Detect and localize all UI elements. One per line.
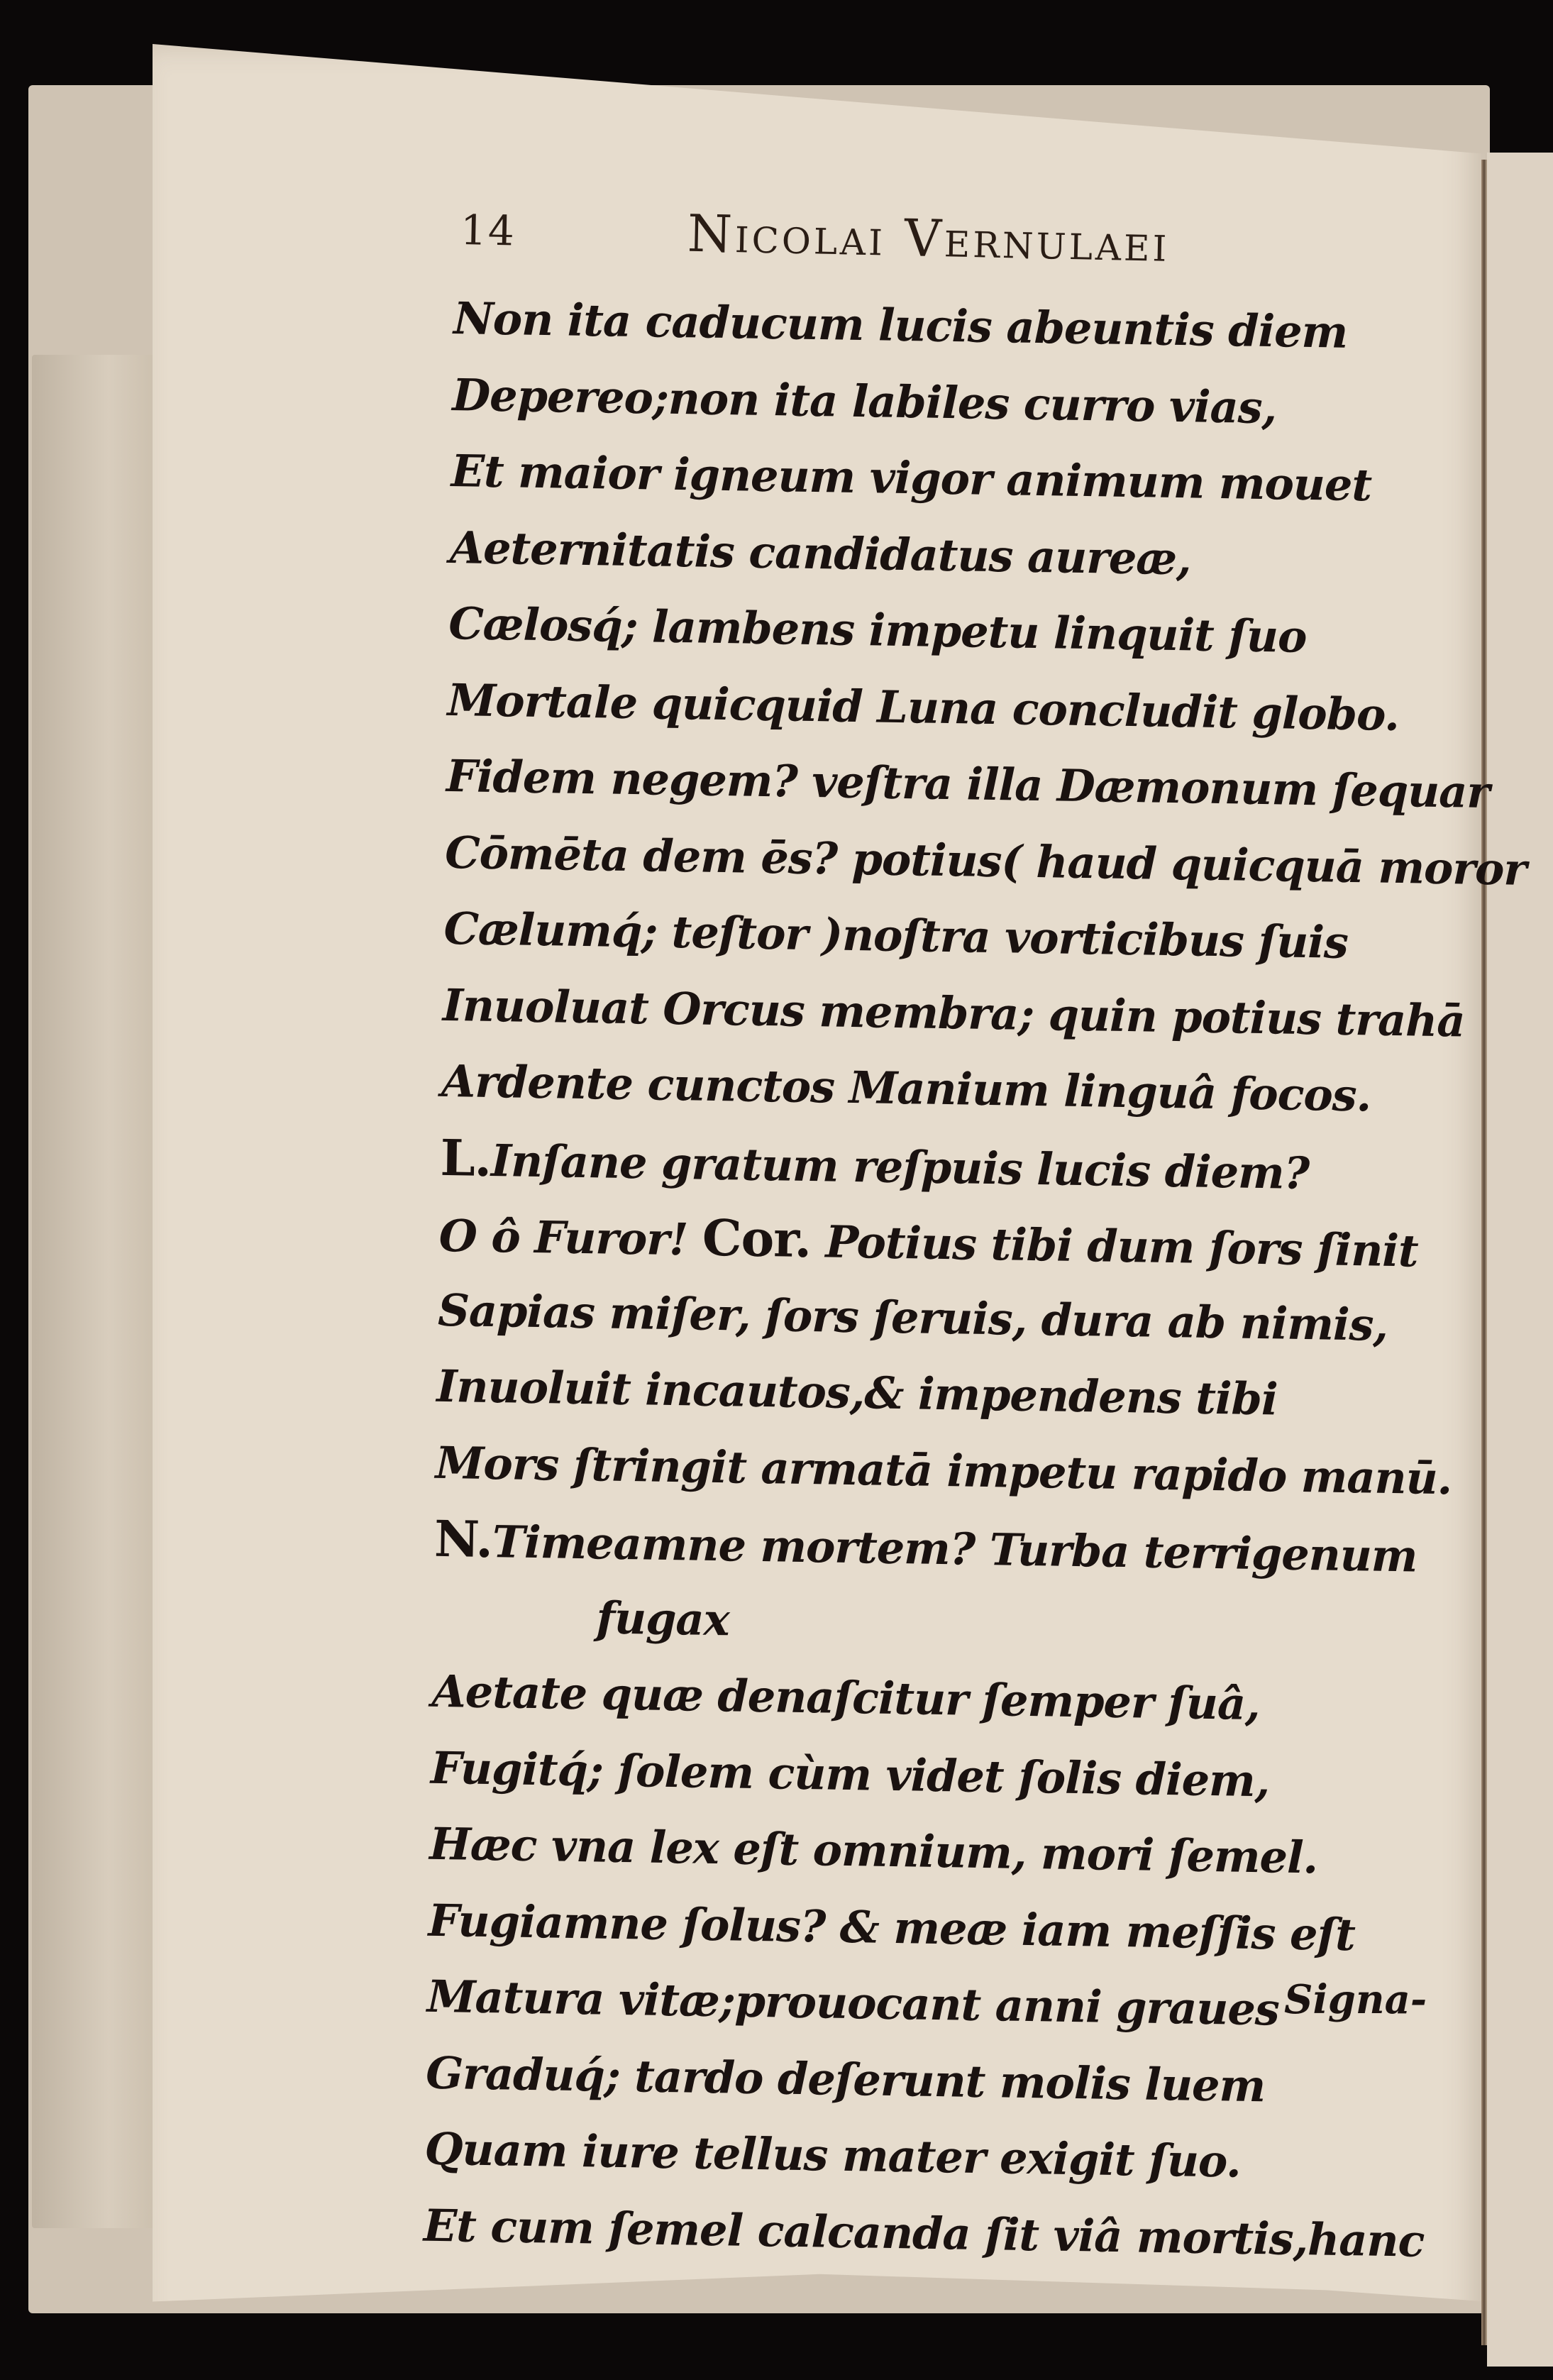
verse-line: [424, 2111, 1433, 2203]
verse-text: Mors ſtringit armatā impetu rapido manū.: [435, 1436, 1452, 1504]
verse-text: Aetate quæ denaſcitur ſemper ſuâ,: [431, 1665, 1261, 1731]
verse-line: [446, 738, 1490, 830]
verse-text: Ardente cunctos Manium linguâ focos.: [441, 1054, 1371, 1122]
verse-text: Hæc vna lex eſt omnium, mori ſemel.: [429, 1817, 1318, 1884]
catchword: Signa-: [1284, 1976, 1427, 2023]
verse-line: [441, 1043, 1449, 1135]
verse-line: [423, 2187, 1432, 2279]
verse-line: [436, 1348, 1445, 1440]
verse-text: Inuoluit incautos,& impendens tibi: [436, 1360, 1278, 1426]
verse-text: Inſane gratum reſpuis lucis diem?: [490, 1134, 1310, 1199]
running-head-title: Nicolai Vernulaei: [687, 203, 1171, 273]
verse-line: [433, 1501, 1442, 1593]
verse-text: Sapias miſer, ſors ſeruis, dura ab nimis,: [437, 1284, 1388, 1351]
verse-text: Potius tibi dum ſors ſinit: [810, 1216, 1419, 1277]
verse-line: [443, 891, 1452, 983]
verse-text: Matura vitæ;prouocant anni graues: [426, 1970, 1280, 2036]
verse-text: fugax: [595, 1591, 730, 1646]
verse-text: Graduq́; tardo deſerunt molis luem: [425, 2046, 1266, 2112]
verse-text: Inuoluat Orcus membra; quin potius trahā: [442, 979, 1466, 1047]
book-gutter: [1481, 160, 1487, 2345]
verse-text: Fidem negem? veſtra illa Dæmonum ſequar: [446, 749, 1490, 819]
verse-text: Cælosq́; lambens impetu linquit ſuo: [448, 597, 1308, 663]
verse-line: [453, 280, 1461, 373]
verse-text: Aeternitatis candidatus aureæ,: [449, 521, 1192, 585]
speaker-label: N.: [433, 1509, 493, 1570]
speaker-label: L.: [439, 1128, 492, 1188]
verse-text: Fugiamne ſolus? & meæ iam meſſis eſt: [428, 1894, 1356, 1961]
verse-text: Cōmēta dem ēs? potius( haud quicquā moror: [444, 826, 1527, 896]
verse-text: Cælumq́; teſtor )noſtra vorticibus ſuis: [443, 902, 1349, 969]
verse-line: [438, 1196, 1447, 1288]
speaker-label: Cor.: [702, 1208, 812, 1269]
facing-page: [1487, 153, 1553, 2367]
verse-text: Et maior igneum vigor animum mouet: [451, 444, 1372, 512]
verse-line: [451, 433, 1459, 525]
verse-line: [448, 585, 1457, 678]
verse-text: Mortale quicquid Luna concludit globo.: [447, 673, 1400, 741]
verse-text: O ô Furor!: [438, 1209, 703, 1266]
verse-text: Quam iure tellus mater exigit ſuo.: [424, 2122, 1242, 2188]
verse-line: [429, 1806, 1438, 1898]
verse-text: Fugitq́; ſolem cùm videt ſolis diem,: [430, 1741, 1270, 1807]
page-edges: [32, 355, 160, 2228]
verse-text: Et cum ſemel calcanda ſit viâ mortis,hanc: [423, 2199, 1425, 2267]
verse-text: Depereo;non ita labiles curro vias,: [451, 368, 1277, 434]
verse-line: [431, 1653, 1440, 1746]
verse-text: Timeamne mortem? Turba terrigenum: [492, 1516, 1418, 1582]
page-number: 14: [460, 205, 516, 255]
verse-text: Non ita caducum lucis abeuntis diem: [453, 292, 1348, 358]
